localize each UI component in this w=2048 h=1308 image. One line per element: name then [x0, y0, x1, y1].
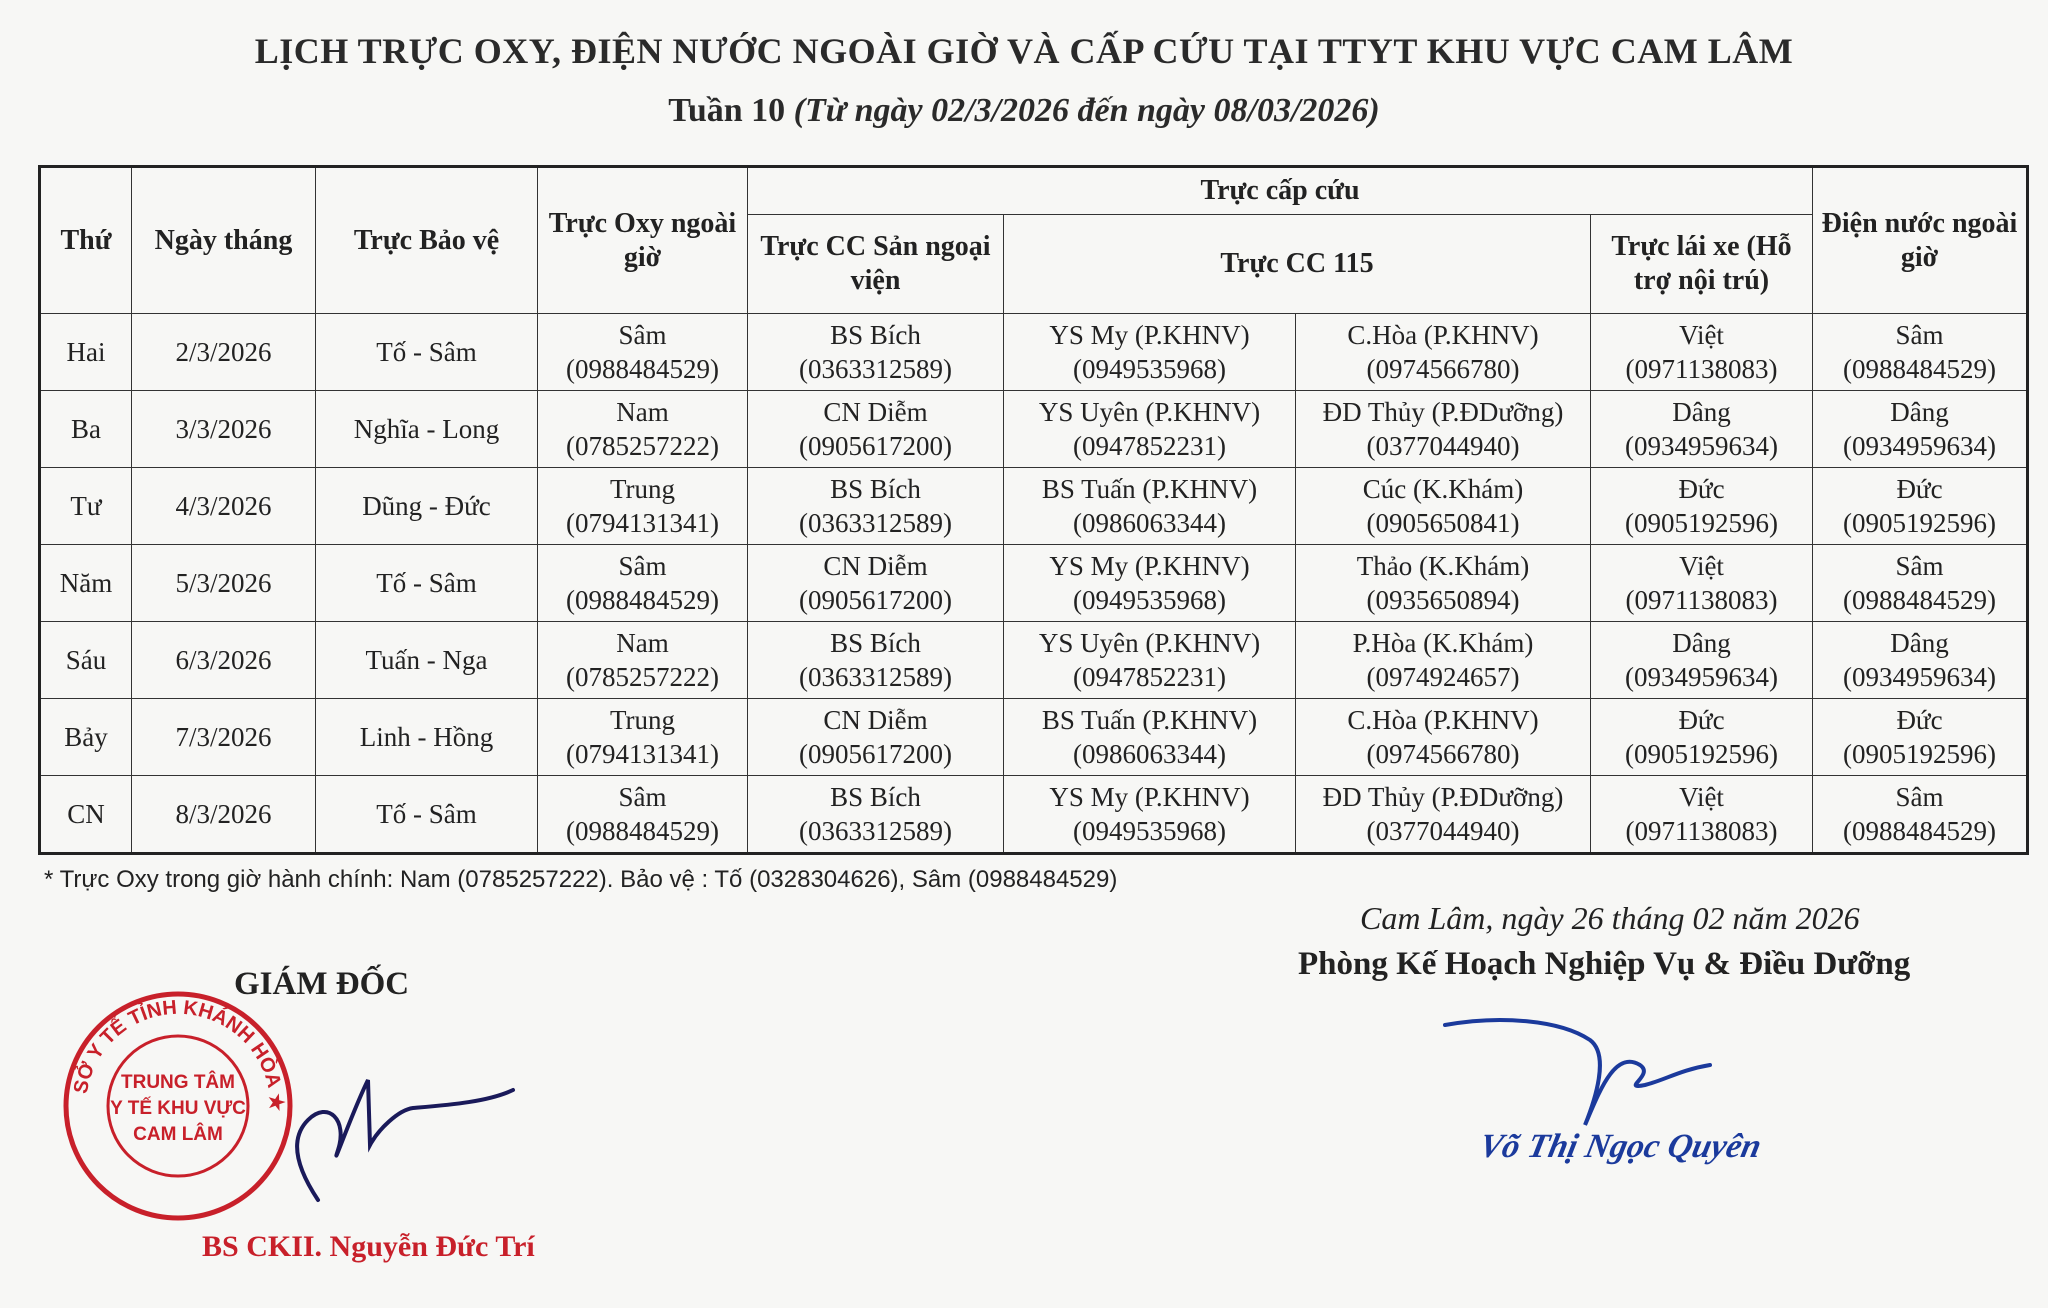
cc-115-cell-1: [1004, 468, 1296, 545]
header-cc-115: Trực CC 115: [1004, 215, 1591, 314]
date-cell: [132, 699, 316, 776]
cell-name: Tư: [70, 491, 102, 521]
cell-phone: (0905192596): [1625, 508, 1778, 538]
cc-san-cell: [748, 699, 1004, 776]
signer-name: Võ Thị Ngọc Quyên: [1476, 1128, 1765, 1165]
cell-name: C.Hòa (P.KHNV): [1347, 705, 1539, 735]
cell-phone: (0988484529): [1843, 816, 1996, 846]
driver-cell: [1591, 314, 1813, 391]
cell-name: Sâm: [618, 551, 667, 581]
header-oxy: Trực Oxy ngoài giờ: [538, 167, 748, 314]
cell-phone: (0934959634): [1843, 431, 1996, 461]
cell-name: BS Tuấn (P.KHNV): [1041, 705, 1258, 735]
schedule-table: [38, 165, 2029, 855]
cell-phone: (0974924657): [1366, 662, 1520, 692]
guard-cell: [316, 314, 538, 391]
date-cell: [132, 391, 316, 468]
guard-cell: [316, 468, 538, 545]
day-cell: [40, 699, 132, 776]
driver-cell: [1591, 391, 1813, 468]
date-cell: [132, 545, 316, 622]
cell-phone: (0934959634): [1625, 662, 1778, 692]
cc-san-cell: [748, 314, 1004, 391]
cell-phone: (0935650894): [1366, 585, 1520, 615]
table-row: [40, 391, 2028, 468]
table-row: [40, 314, 2028, 391]
cc-san-cell: [748, 545, 1004, 622]
cell-phone: (0363312589): [799, 354, 952, 384]
cell-phone: (0363312589): [799, 662, 952, 692]
oxy-cell: [538, 545, 748, 622]
cell-name: Bảy: [64, 722, 108, 752]
cell-name: Nam: [616, 397, 669, 427]
header-electric: Điện nước ngoài giờ: [1813, 167, 2028, 314]
day-cell: [40, 468, 132, 545]
cell-phone: (0949535968): [1073, 816, 1226, 846]
date-cell: [132, 468, 316, 545]
oxy-cell: [538, 468, 748, 545]
header-emergency: Trực cấp cứu: [748, 167, 1813, 215]
cell-name: Sâm: [1895, 782, 1944, 812]
cell-name: BS Bích: [830, 474, 921, 504]
cell-phone: (0986063344): [1073, 739, 1226, 769]
signer-signature: [1440, 1010, 1740, 1145]
cell-phone: (0905192596): [1843, 508, 1996, 538]
day-cell: [40, 776, 132, 854]
cell-name: Dâng: [1890, 397, 1949, 427]
oxy-cell: [538, 776, 748, 854]
cell-name: 7/3/2026: [175, 722, 272, 752]
cell-phone: (0988484529): [1843, 585, 1996, 615]
electric-cell: [1813, 468, 2028, 545]
cell-phone: (0971138083): [1625, 354, 1778, 384]
cell-name: Dâng: [1672, 397, 1731, 427]
cell-phone: (0988484529): [1843, 354, 1996, 384]
cell-phone: (0794131341): [566, 508, 719, 538]
cell-phone: (0363312589): [799, 508, 952, 538]
cell-phone: (0971138083): [1625, 585, 1778, 615]
cell-phone: (0785257222): [566, 662, 719, 692]
electric-cell: [1813, 314, 2028, 391]
table-row: [40, 776, 2028, 854]
cell-name: CN: [67, 799, 105, 829]
cell-name: Đức: [1896, 705, 1943, 735]
cell-phone: (0974566780): [1366, 739, 1520, 769]
table-row: [40, 545, 2028, 622]
cell-phone: (0986063344): [1073, 508, 1226, 538]
cell-name: Sáu: [65, 645, 107, 675]
header-day: Thứ: [40, 167, 132, 314]
cell-phone: (0988484529): [566, 354, 719, 384]
cc-115-cell-2: [1296, 391, 1591, 468]
cell-name: P.Hòa (K.Khám): [1352, 628, 1534, 658]
driver-cell: [1591, 699, 1813, 776]
cell-name: Linh - Hồng: [359, 722, 494, 752]
electric-cell: [1813, 776, 2028, 854]
header-cc-san: Trực CC Sản ngoại viện: [748, 215, 1004, 314]
cell-name: Sâm: [618, 782, 667, 812]
cell-name: Nam: [616, 628, 669, 658]
director-name: BS CKII. Nguyễn Đức Trí: [202, 1230, 535, 1263]
cell-name: Tố - Sâm: [376, 337, 477, 367]
cc-115-cell-1: [1004, 776, 1296, 854]
cell-name: Ba: [71, 414, 101, 444]
cell-name: 3/3/2026: [175, 414, 272, 444]
cc-115-cell-2: [1296, 622, 1591, 699]
cell-name: Sâm: [1895, 551, 1944, 581]
cell-name: Sâm: [618, 320, 667, 350]
cell-name: BS Bích: [830, 782, 921, 812]
cell-name: 5/3/2026: [175, 568, 272, 598]
electric-cell: [1813, 545, 2028, 622]
guard-cell: [316, 622, 538, 699]
cc-san-cell: [748, 776, 1004, 854]
cell-phone: (0794131341): [566, 739, 719, 769]
svg-text:Y TẾ KHU VỰC: Y TẾ KHU VỰC: [110, 1098, 246, 1119]
svg-text:CAM LÂM: CAM LÂM: [133, 1124, 223, 1145]
guard-cell: [316, 776, 538, 854]
week-label: Tuần 10: [668, 92, 786, 129]
document-subtitle: [0, 92, 2048, 130]
cell-name: Dũng - Đức: [362, 491, 491, 521]
cell-name: Sâm: [1895, 320, 1944, 350]
cell-name: YS Uyên (P.KHNV): [1038, 628, 1261, 658]
table-row: [40, 468, 2028, 545]
cc-115-cell-2: [1296, 545, 1591, 622]
cell-name: Thảo (K.Khám): [1356, 551, 1530, 581]
day-cell: [40, 545, 132, 622]
cell-name: YS My (P.KHNV): [1049, 782, 1250, 812]
cell-phone: (0377044940): [1366, 816, 1520, 846]
cc-115-cell-1: [1004, 699, 1296, 776]
cell-name: Đức: [1678, 474, 1725, 504]
cell-name: Đức: [1896, 474, 1943, 504]
cell-name: BS Bích: [830, 628, 921, 658]
electric-cell: [1813, 622, 2028, 699]
cc-san-cell: [748, 622, 1004, 699]
cell-phone: (0905192596): [1843, 739, 1996, 769]
day-cell: [40, 622, 132, 699]
cell-phone: (0947852231): [1073, 431, 1226, 461]
cell-phone: (0905617200): [799, 431, 952, 461]
cc-115-cell-1: [1004, 545, 1296, 622]
cell-name: Đức: [1678, 705, 1725, 735]
cc-san-cell: [748, 391, 1004, 468]
cc-115-cell-2: [1296, 776, 1591, 854]
cell-name: 2/3/2026: [175, 337, 272, 367]
cell-name: 6/3/2026: [175, 645, 272, 675]
cell-name: Nghĩa - Long: [353, 414, 500, 444]
cc-115-cell-1: [1004, 622, 1296, 699]
cell-name: Tố - Sâm: [376, 568, 477, 598]
cell-name: CN Diễm: [823, 551, 928, 581]
cc-115-cell-1: [1004, 391, 1296, 468]
place-date: Cam Lâm, ngày 26 tháng 02 năm 2026: [1360, 900, 1860, 936]
cell-phone: (0947852231): [1073, 662, 1226, 692]
cell-name: 8/3/2026: [175, 799, 272, 829]
cell-name: CN Diễm: [823, 705, 928, 735]
guard-cell: [316, 545, 538, 622]
cell-name: YS My (P.KHNV): [1049, 551, 1250, 581]
table-row: [40, 699, 2028, 776]
header-driver: Trực lái xe (Hỗ trợ nội trú): [1591, 215, 1813, 314]
cell-name: Dâng: [1672, 628, 1731, 658]
oxy-cell: [538, 391, 748, 468]
cell-phone: (0905617200): [799, 585, 952, 615]
cc-115-cell-2: [1296, 314, 1591, 391]
cell-name: ĐD Thủy (P.ĐDưỡng): [1322, 782, 1564, 812]
date-cell: [132, 776, 316, 854]
document-title: LỊCH TRỰC OXY, ĐIỆN NƯỚC NGOÀI GIỜ VÀ CẤP CỨU TẠI TTYT KHU VỰC CAM LÂM: [254, 31, 1794, 71]
cell-phone: (0905650841): [1366, 508, 1520, 538]
footnote: * Trực Oxy trong giờ hành chính: Nam (0785257222). Bảo vệ : Tố (0328304626), Sâm (0988484529): [44, 866, 1118, 893]
oxy-cell: [538, 622, 748, 699]
date-range: (Từ ngày 02/3/2026 đến ngày 08/03/2026): [793, 92, 1380, 129]
cell-name: Việt: [1679, 320, 1724, 350]
svg-text:TRUNG TÂM: TRUNG TÂM: [121, 1072, 235, 1093]
cc-san-cell: [748, 468, 1004, 545]
cell-name: YS Uyên (P.KHNV): [1038, 397, 1261, 427]
department-name: Phòng Kế Hoạch Nghiệp Vụ & Điều Dưỡng: [1298, 946, 1911, 982]
cell-name: Việt: [1679, 551, 1724, 581]
guard-cell: [316, 391, 538, 468]
header-date: Ngày tháng: [132, 167, 316, 314]
cell-name: Năm: [59, 568, 113, 598]
electric-cell: [1813, 391, 2028, 468]
driver-cell: [1591, 545, 1813, 622]
cell-phone: (0905192596): [1625, 739, 1778, 769]
cell-phone: (0934959634): [1625, 431, 1778, 461]
cell-phone: (0971138083): [1625, 816, 1778, 846]
oxy-cell: [538, 699, 748, 776]
svg-text:SỞ Y TẾ TỈNH KHÁNH HÒA ★: SỞ Y TẾ TỈNH KHÁNH HÒA ★: [69, 996, 288, 1112]
cell-name: CN Diễm: [823, 397, 928, 427]
cell-name: Tố - Sâm: [376, 799, 477, 829]
director-signature: [258, 1050, 558, 1215]
cell-name: BS Bích: [830, 320, 921, 350]
cell-phone: (0988484529): [566, 816, 719, 846]
cc-115-cell-2: [1296, 468, 1591, 545]
cell-name: Trung: [609, 705, 676, 735]
cell-name: C.Hòa (P.KHNV): [1347, 320, 1539, 350]
cell-name: ĐD Thủy (P.ĐDưỡng): [1322, 397, 1564, 427]
driver-cell: [1591, 468, 1813, 545]
cell-name: BS Tuấn (P.KHNV): [1041, 474, 1258, 504]
cell-name: YS My (P.KHNV): [1049, 320, 1250, 350]
cell-phone: (0785257222): [566, 431, 719, 461]
driver-cell: [1591, 622, 1813, 699]
driver-cell: [1591, 776, 1813, 854]
electric-cell: [1813, 699, 2028, 776]
cc-115-cell-1: [1004, 314, 1296, 391]
header-guard: Trực Bảo vệ: [316, 167, 538, 314]
cell-name: Tuấn - Nga: [365, 645, 488, 675]
cell-name: Việt: [1679, 782, 1724, 812]
guard-cell: [316, 699, 538, 776]
cell-phone: (0949535968): [1073, 585, 1226, 615]
cell-name: 4/3/2026: [175, 491, 272, 521]
cell-phone: (0377044940): [1366, 431, 1520, 461]
date-cell: [132, 622, 316, 699]
cell-name: Trung: [609, 474, 676, 504]
table-row: [40, 622, 2028, 699]
cell-phone: (0949535968): [1073, 354, 1226, 384]
cell-phone: (0974566780): [1366, 354, 1520, 384]
cell-name: Cúc (K.Khám): [1362, 474, 1524, 504]
cell-name: Hai: [66, 337, 106, 367]
cc-115-cell-2: [1296, 699, 1591, 776]
day-cell: [40, 391, 132, 468]
cell-name: Dâng: [1890, 628, 1949, 658]
cell-phone: (0905617200): [799, 739, 952, 769]
date-cell: [132, 314, 316, 391]
cell-phone: (0363312589): [799, 816, 952, 846]
cell-phone: (0934959634): [1843, 662, 1996, 692]
oxy-cell: [538, 314, 748, 391]
director-title: GIÁM ĐỐC: [234, 966, 410, 1002]
day-cell: [40, 314, 132, 391]
cell-phone: (0988484529): [566, 585, 719, 615]
